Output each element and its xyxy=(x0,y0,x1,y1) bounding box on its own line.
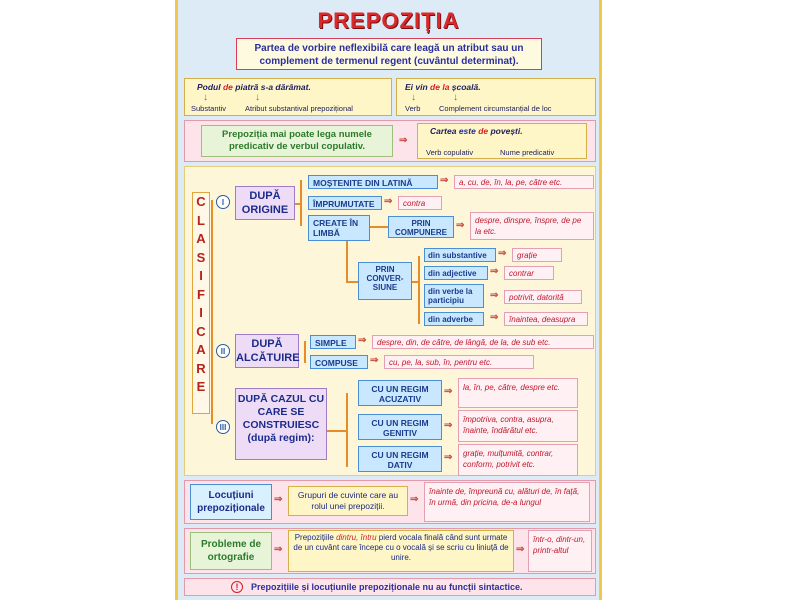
arrow-right-icon: ⇒ xyxy=(370,355,379,366)
case-item-examples: împotriva, contra, asupra, înainte, îndărătul etc. xyxy=(458,410,578,442)
footer-note xyxy=(184,578,596,596)
case-item-label: CU UN REGIM ACUZATIV xyxy=(358,380,442,406)
structure-heading: DUPĂ ALCĂTUIRE xyxy=(235,334,299,368)
sentence-part: Cartea xyxy=(430,126,459,136)
classification-letter: E xyxy=(196,379,206,394)
example-box-2 xyxy=(396,78,596,116)
numeral-one-icon: I xyxy=(216,195,230,209)
arrow-right-icon: ⇒ xyxy=(274,544,283,555)
warning-icon: ! xyxy=(231,581,243,593)
locutions-heading: Locuțiuni prepoziționale xyxy=(190,484,272,520)
locutions-definition: Grupuri de cuvinte care au rolul unei prepoziții. xyxy=(288,486,408,516)
arrow-right-icon: ⇒ xyxy=(490,266,499,277)
arrow-right-icon: ⇒ xyxy=(358,335,367,346)
label-copulative: Verb copulativ xyxy=(426,148,474,157)
sentence-part: școală. xyxy=(449,82,481,92)
classification-letter: I xyxy=(199,268,203,283)
case-item-label: CU UN REGIM GENITIV xyxy=(358,414,442,440)
sentence-part: Ei vin xyxy=(405,82,431,92)
sentence-part: piatră s-a dărâmat. xyxy=(232,82,311,92)
vertical-letters xyxy=(193,193,209,397)
spelling-rule xyxy=(288,530,514,572)
locutions-examples: înainte de, împreună cu, alături de, în față, în urmă, din pricina, de-a lungul xyxy=(424,482,590,522)
page-title: PREPOZIȚIA xyxy=(317,8,460,33)
arrow-right-icon: ⇒ xyxy=(440,175,449,186)
label-complement: Complement circumstanțial de loc xyxy=(439,104,552,113)
predicative-example xyxy=(417,123,587,159)
rule-text: pierd vocala finală când sunt urmate de un cuvânt care începe cu o vocală și se scriu cu liniuță de unire. xyxy=(293,533,509,562)
created-label: CREATE ÎN LIMBĂ xyxy=(308,215,370,241)
arrow-right-icon: ⇒ xyxy=(456,220,465,231)
connector-line xyxy=(346,281,358,283)
arrow-right-icon: ⇒ xyxy=(384,196,393,207)
arrow-right-icon: ⇒ xyxy=(490,290,499,301)
label-attribute: Atribut substantival prepozițional xyxy=(245,104,353,113)
arrow-right-icon: ⇒ xyxy=(410,494,419,505)
connector-line xyxy=(412,281,418,283)
conversion-item: din verbe la participiu xyxy=(424,284,484,308)
example-sentence-2 xyxy=(405,82,481,92)
definition-box: Partea de vorbire neflexibilă care leagă un atribut sau un complement de termenul regent (cuvântul determinat). xyxy=(236,38,542,70)
classification-letter: I xyxy=(199,305,203,320)
simple-label: SIMPLE xyxy=(310,335,356,349)
classification-letter: A xyxy=(196,342,206,357)
inherited-label: MOȘTENITE DIN LATINĂ xyxy=(308,175,438,189)
arrow-right-icon: ⇒ xyxy=(444,420,453,431)
arrow-right-icon: ⇒ xyxy=(516,544,525,555)
conversion-example: grație xyxy=(512,248,562,262)
connector-line xyxy=(327,430,346,432)
arrow-icon: ↓ xyxy=(453,92,458,103)
classification-letter: A xyxy=(196,231,206,246)
conversion-item: din adjective xyxy=(424,266,488,280)
connector-line xyxy=(418,256,420,324)
arrow-right-icon: ⇒ xyxy=(444,452,453,463)
sentence-part: povești. xyxy=(488,126,523,136)
arrow-icon: ↓ xyxy=(203,92,208,103)
arrow-icon: ↓ xyxy=(411,92,416,103)
example-sentence-1 xyxy=(197,82,311,92)
conversion-example: înaintea, deasupra xyxy=(504,312,588,326)
numeral-two-icon: II xyxy=(216,344,230,358)
spelling-heading: Probleme de ortografie xyxy=(190,532,272,570)
conversion-item: din adverbe xyxy=(424,312,484,326)
connector-line xyxy=(295,203,300,205)
connector-line xyxy=(300,180,302,226)
compound-examples: cu, pe, la, sub, în, pentru etc. xyxy=(384,355,534,369)
arrow-right-icon: ⇒ xyxy=(498,248,507,259)
conversion-example: contrar xyxy=(504,266,554,280)
case-item-examples: la, în, pe, către, despre etc. xyxy=(458,378,578,408)
footer-text: Prepozițiile și locuțiunile prepoziționale nu au funcții sintactice. xyxy=(251,582,523,592)
origin-heading: DUPĂ ORIGINE xyxy=(235,186,295,220)
preposition-highlight: de la xyxy=(430,82,450,92)
classification-letter: C xyxy=(196,323,206,339)
spelling-examples: într-o, dintr-un, printr-altul xyxy=(528,530,592,572)
rule-highlight: dintru, întru xyxy=(336,533,377,542)
borrowed-label: ÎMPRUMUTATE xyxy=(308,196,382,210)
connector-line xyxy=(346,393,348,467)
predicative-panel xyxy=(184,120,596,162)
connector-line xyxy=(211,200,213,424)
case-item-label: CU UN REGIM DATIV xyxy=(358,446,442,472)
preposition-highlight: de xyxy=(222,82,233,92)
poster xyxy=(175,0,602,600)
arrow-right-icon: ⇒ xyxy=(399,135,408,146)
classification-letter: C xyxy=(196,194,206,209)
arrow-right-icon: ⇒ xyxy=(490,312,499,323)
connector-line xyxy=(346,241,348,281)
arrow-right-icon: ⇒ xyxy=(444,386,453,397)
predicative-rule: Prepoziția mai poate lega numele predicativ de verbul copulativ. xyxy=(201,125,393,157)
classification-letter: L xyxy=(197,212,205,228)
case-item-examples: grație, mulțumită, contrar, conform, potrivit etc. xyxy=(458,444,578,476)
numeral-three-icon: III xyxy=(216,420,230,434)
conversion-label: PRIN CONVER-SIUNE xyxy=(358,262,412,300)
borrowed-examples: contra xyxy=(398,196,442,210)
composition-label: PRIN COMPUNERE xyxy=(388,216,454,238)
example-box-1 xyxy=(184,78,392,116)
sentence-part: Podul xyxy=(197,82,223,92)
arrow-right-icon: ⇒ xyxy=(274,494,283,505)
compound-label: COMPUSE xyxy=(310,355,368,369)
label-verb: Verb xyxy=(405,104,421,113)
predicative-sentence xyxy=(430,126,523,136)
verb-highlight: este xyxy=(458,126,476,136)
composition-examples: despre, dinspre, înspre, de pe la etc. xyxy=(470,212,594,240)
conversion-example: potrivit, datorită xyxy=(504,290,582,304)
rule-text: Prepozițiile xyxy=(294,533,337,542)
classification-letter: S xyxy=(196,249,206,265)
case-heading: DUPĂ CAZUL CU CARE SE CONSTRUIESC (după regim): xyxy=(235,388,327,460)
classification-letter: F xyxy=(197,286,205,302)
conversion-item: din substantive xyxy=(424,248,496,262)
simple-examples: despre, din, de către, de lângă, de la, de sub etc. xyxy=(372,335,594,349)
label-substantive: Substantiv xyxy=(191,104,227,113)
inherited-examples: a, cu, de, în, la, pe, către etc. xyxy=(454,175,594,189)
classification-vertical-label xyxy=(192,192,210,414)
classification-letter: R xyxy=(196,360,206,376)
preposition-highlight: de xyxy=(475,126,489,136)
arrow-icon: ↓ xyxy=(255,92,260,103)
connector-line xyxy=(370,226,388,228)
connector-line xyxy=(304,341,306,363)
label-predicative: Nume predicativ xyxy=(500,148,555,157)
